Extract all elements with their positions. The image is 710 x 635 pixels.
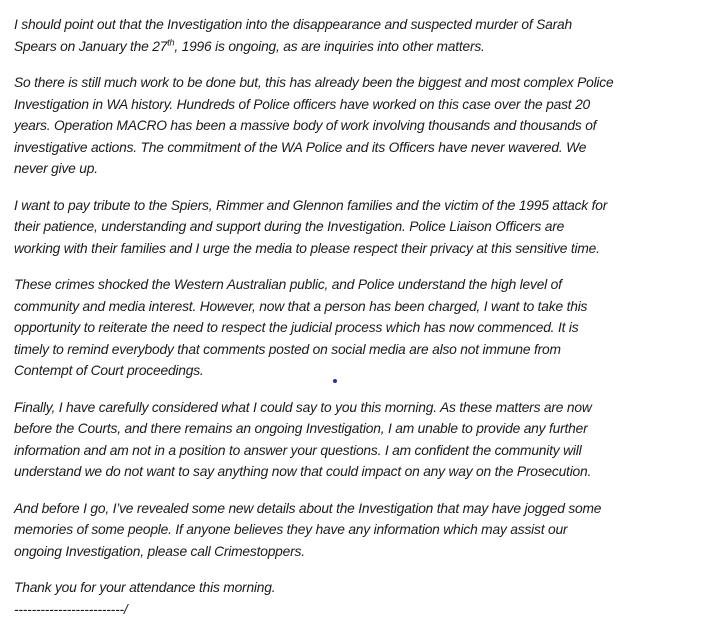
ordinal-superscript: th bbox=[167, 36, 175, 47]
text-line: These crimes shocked the Western Australian public, and Police understand the high level of bbox=[14, 277, 562, 292]
signature-dash-line: -------------------------/ bbox=[14, 601, 128, 617]
paragraph-5 bbox=[14, 397, 700, 483]
text-line: their patience, understanding and support during the Investigation. Police Liaison Officers are bbox=[14, 219, 565, 234]
text-line: before the Courts, and there remains an ongoing Investigation, I am unable to provide any further bbox=[14, 421, 588, 436]
text-line: I want to pay tribute to the Spiers, Rimmer and Glennon families and the victim of the 1995 attack for bbox=[14, 197, 608, 213]
stray-ink-dot bbox=[333, 379, 337, 383]
text-line: Thank you for your attendance this morning. bbox=[14, 580, 276, 595]
text-line: ongoing Investigation, please call Crimestoppers. bbox=[14, 543, 305, 559]
text-line: timely to remind everybody that comments posted on social media are also not immune from bbox=[14, 341, 561, 357]
text-segment: , 1996 is ongoing, as are inquiries into other matters. bbox=[174, 38, 485, 54]
text-line: years. Operation MACRO has been a massive body of work involving thousands and thousands of bbox=[14, 118, 597, 133]
text-line: understand we do not want to say anything now that could impact on any way on the Prosecution. bbox=[14, 464, 592, 479]
text-line: opportunity to reiterate the need to respect the judicial process which has now commenced. It is bbox=[14, 320, 579, 335]
text-line: information and am not in a position to answer your questions. I am confident the community will bbox=[14, 442, 582, 458]
text-line: So there is still much work to be done but, this has already been the biggest and most complex Police bbox=[14, 75, 614, 90]
text-line: community and media interest. However, now that a person has been charged, I want to take this bbox=[14, 298, 588, 314]
press-statement-document bbox=[14, 14, 700, 635]
paragraph-2 bbox=[14, 72, 700, 180]
paragraph-1 bbox=[14, 14, 700, 57]
text-line: memories of some people. If anyone believes they have any information which may assist our bbox=[14, 522, 568, 537]
text-segment: Spears on January the 27 bbox=[14, 38, 168, 54]
text-line: Investigation in WA history. Hundreds of Police officers have worked on this case over the past 20 bbox=[14, 96, 591, 112]
text-line: And before I go, I’ve revealed some new details about the Investigation that may have jogged some bbox=[14, 500, 602, 516]
text-line: Finally, I have carefully considered what I could say to you this morning. As these matters are now bbox=[14, 399, 592, 415]
text-line: working with their families and I urge the media to please respect their privacy at this sensitive time. bbox=[14, 240, 600, 256]
text-line-with-superscript bbox=[14, 36, 700, 58]
paragraph-6 bbox=[14, 498, 700, 563]
text-line: Contempt of Court proceedings. bbox=[14, 363, 204, 378]
text-line: never give up. bbox=[14, 161, 98, 176]
paragraph-7-signoff bbox=[14, 577, 700, 620]
paragraph-3 bbox=[14, 195, 700, 260]
text-line: investigative actions. The commitment of the WA Police and its Officers have never wavered. We bbox=[14, 139, 587, 155]
text-line: I should point out that the Investigation into the disappearance and suspected murder of Sarah bbox=[14, 17, 572, 32]
paragraph-4 bbox=[14, 274, 700, 382]
